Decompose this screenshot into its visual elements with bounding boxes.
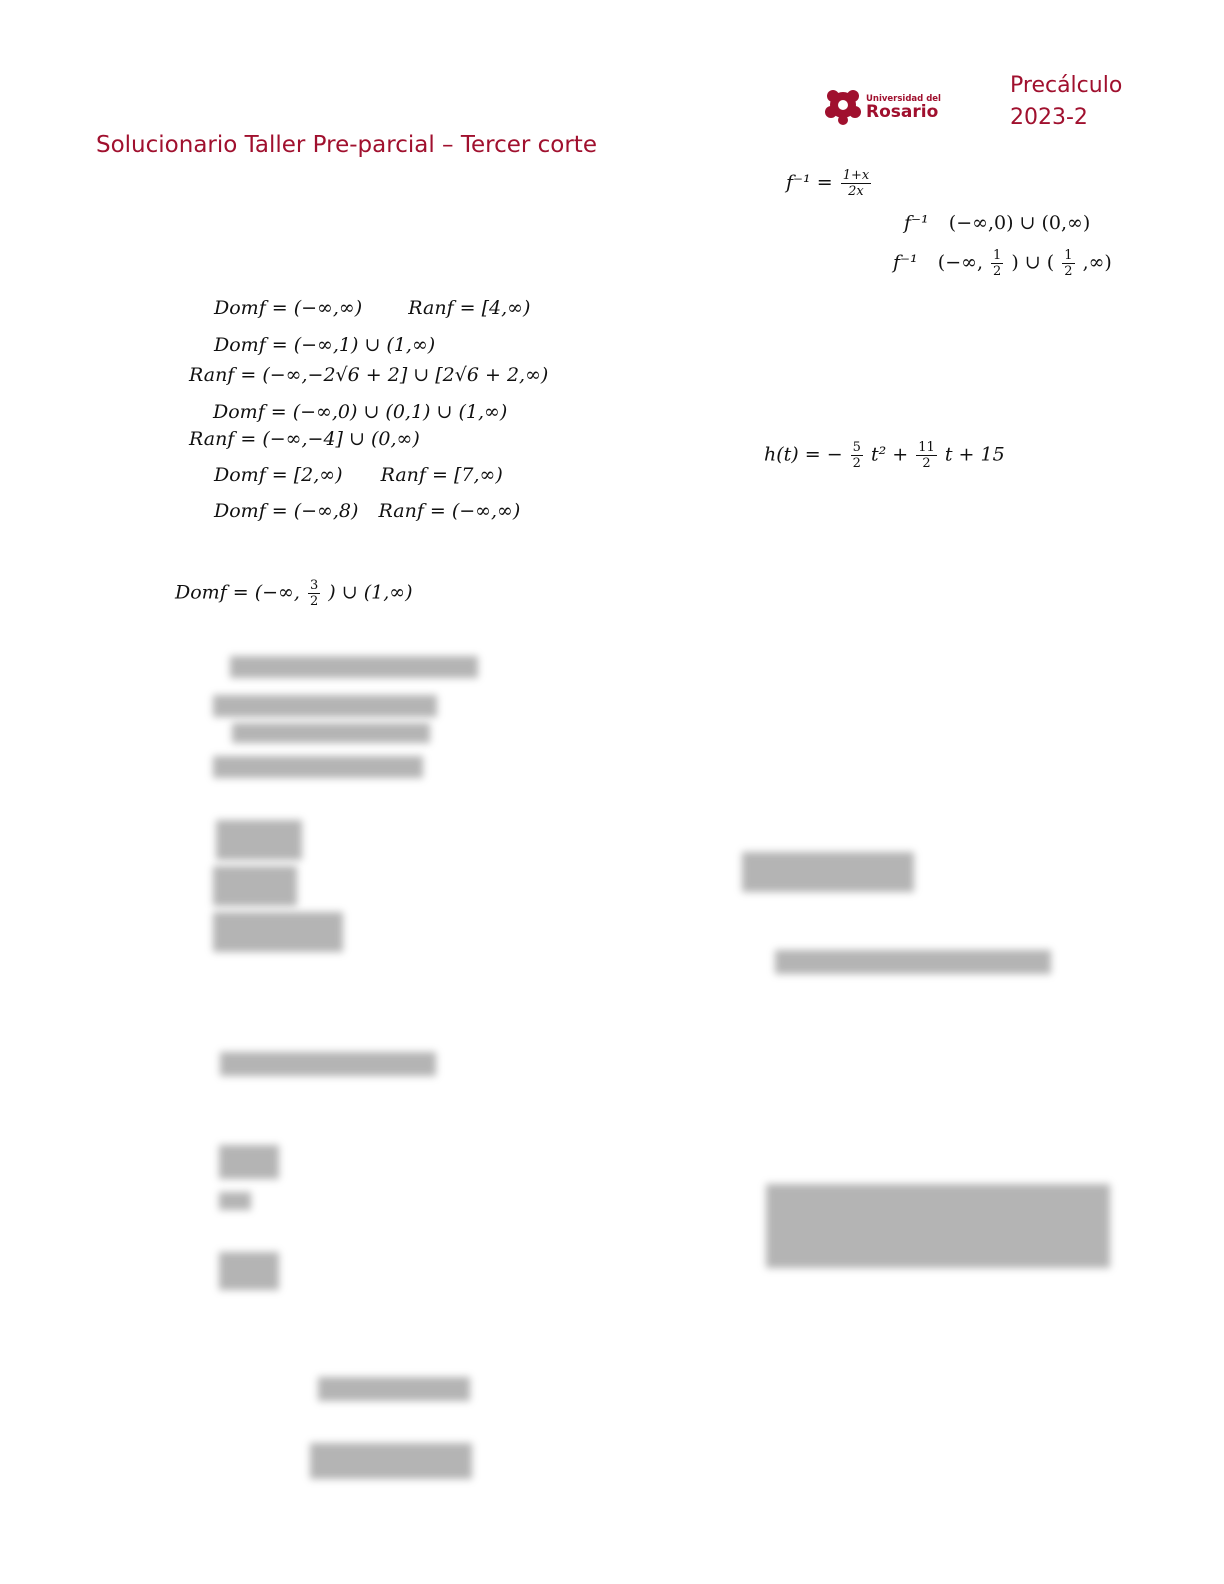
blurred-line	[230, 656, 478, 678]
inverse-range: f⁻¹ (−∞, $\frac{1}{2}$ ) ∪ ( $\frac{1}{2}$ ,∞)	[893, 248, 1112, 279]
range-line-2	[189, 364, 548, 386]
inverse-function: f⁻¹ = $\frac{1+x}{2x}$	[786, 168, 870, 199]
blurred-equation	[213, 912, 343, 952]
range-2b: ∪ [2√6 + 2,∞)	[413, 364, 549, 386]
domain-6a: Domf = (−∞,	[175, 581, 300, 604]
blurred-equation	[219, 1145, 279, 1179]
range-1: Ranf = [4,∞)	[408, 297, 531, 319]
course-name: Precálculo	[1010, 73, 1123, 98]
blurred-interval	[310, 1443, 472, 1479]
blurred-interval	[318, 1377, 470, 1401]
domain-5: Domf = (−∞,8)	[214, 500, 359, 522]
course-term: 2023-2	[1010, 105, 1088, 130]
blurred-piecewise-function	[766, 1184, 1110, 1268]
blurred-line	[213, 695, 437, 717]
range-line-3: Ranf = (−∞,−4] ∪ (0,∞)	[189, 428, 420, 450]
blurred-line	[232, 723, 430, 743]
domain-line-5	[214, 500, 520, 522]
rosario-crest-icon	[822, 84, 864, 128]
domain-line-1	[214, 297, 530, 319]
fraction: $\frac{3}{2}$	[309, 578, 319, 609]
blurred-line	[213, 756, 423, 778]
domain-4: Domf = [2,∞)	[214, 464, 343, 486]
blurred-equation	[213, 866, 297, 906]
domain-line-2: Domf = (−∞,1) ∪ (1,∞)	[214, 334, 436, 356]
domain-line-6	[175, 578, 413, 609]
inverse-fraction: $\frac{1+x}{2x}$	[842, 168, 870, 199]
inverse-domain: f⁻¹ (−∞,0) ∪ (0,∞)	[904, 212, 1091, 234]
blurred-equation	[219, 1252, 279, 1290]
range-5: Ranf = (−∞,∞)	[378, 500, 521, 522]
domain-line-4	[214, 464, 503, 486]
height-function: h(t) = − $\frac{5}{2}$ t² + $\frac{11}{2}$ t + 15	[764, 440, 1005, 471]
university-logo	[822, 84, 941, 128]
logo-text-small: Universidad del	[866, 94, 941, 104]
blurred-equation	[775, 950, 1051, 974]
logo-text-big: Rosario	[866, 102, 939, 122]
blurred-equation	[216, 820, 302, 860]
domain-6b: ) ∪ (1,∞)	[328, 581, 413, 604]
range-2a: Ranf = (−∞,−2√6 + 2]	[189, 364, 408, 386]
domain-line-3: Domf = (−∞,0) ∪ (0,1) ∪ (1,∞)	[213, 401, 508, 423]
domain-1: Domf = (−∞,∞)	[214, 297, 363, 319]
document-title: Solucionario Taller Pre-parcial – Tercer corte	[96, 132, 597, 158]
range-4: Ranf = [7,∞)	[380, 464, 503, 486]
blurred-equation	[219, 1192, 251, 1210]
course-block	[1010, 70, 1122, 134]
blurred-equation	[742, 852, 914, 892]
blurred-equation	[220, 1052, 436, 1076]
